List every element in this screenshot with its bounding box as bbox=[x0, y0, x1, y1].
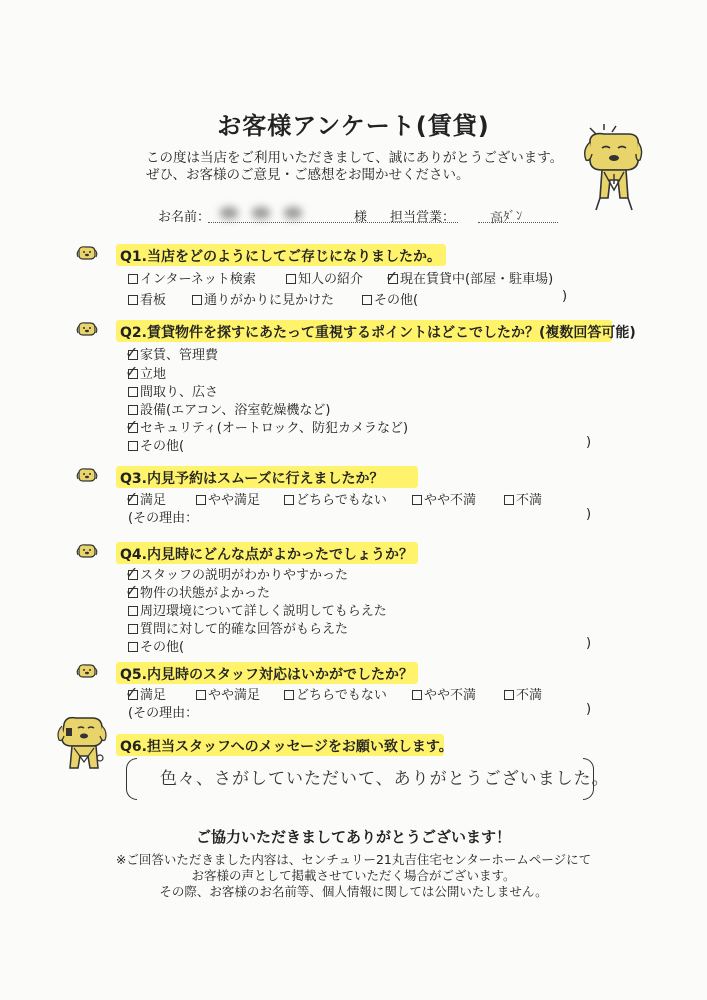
checkbox[interactable] bbox=[128, 642, 138, 652]
q4-option-property-condition[interactable]: ✓ 物件の状態がよかった bbox=[125, 581, 271, 601]
q2-option-layout[interactable]: 間取り、広さ bbox=[128, 381, 218, 400]
q3-option-satisfied[interactable]: ✓ 満足 bbox=[125, 488, 167, 508]
checkbox[interactable] bbox=[128, 606, 138, 616]
q2-option-rent[interactable]: ✓ 家賃、管理費 bbox=[125, 343, 219, 363]
q6-message-box[interactable] bbox=[126, 758, 610, 800]
checkbox[interactable] bbox=[362, 295, 372, 305]
name-row bbox=[158, 200, 558, 226]
q1-text: Q1.当店をどのようにしてご存じになりましたか。 bbox=[120, 249, 441, 265]
checkbox[interactable] bbox=[504, 690, 514, 700]
q1-option-internet[interactable]: インターネット検索 bbox=[128, 268, 256, 287]
check-mark-icon: ✓ bbox=[125, 416, 139, 435]
checkbox-checked[interactable] bbox=[125, 488, 139, 507]
q4-text: Q4.内見時にどんな点がよかったでしょうか？ bbox=[120, 547, 413, 563]
checkbox-checked[interactable] bbox=[385, 267, 399, 286]
note-line-3: その際、お客様のお名前等、個人情報に関しては公開いたしません。 bbox=[159, 884, 548, 899]
bracket-right bbox=[583, 758, 594, 800]
check-mark-icon: ✓ bbox=[125, 581, 139, 600]
q4-option-other[interactable]: その他( bbox=[128, 636, 184, 655]
q3-reason-label: (その理由： bbox=[128, 511, 199, 526]
q5-option-neutral[interactable]: どちらでもない bbox=[284, 684, 387, 703]
q2-option-security[interactable]: ✓ セキュリティ(オートロック、防犯カメラなど) bbox=[125, 416, 409, 436]
checkbox[interactable] bbox=[128, 405, 138, 415]
q3-option-neutral[interactable]: どちらでもない bbox=[284, 489, 387, 508]
q5-option-dissatisfied[interactable]: 不満 bbox=[504, 684, 542, 703]
q5-text: Q5.内見時のスタッフ対応はいかがでしたか？ bbox=[120, 667, 413, 683]
dog-face-icon bbox=[76, 662, 98, 680]
q5-option-somewhat-dissatisfied[interactable]: やや不満 bbox=[412, 684, 476, 703]
check-mark-icon: ✓ bbox=[125, 488, 139, 507]
checkbox-checked[interactable] bbox=[125, 563, 139, 582]
intro-line-2: ぜひ、お客様のご意見・ご感想をお聞かせください。 bbox=[146, 167, 470, 183]
check-mark-icon: ✓ bbox=[125, 683, 139, 702]
checkbox-checked[interactable] bbox=[125, 362, 139, 381]
dog-mascot-icon bbox=[582, 124, 644, 214]
note-line-1: ※ご回答いただきました内容は、センチュリー21丸吉住宅センターホームページにて bbox=[115, 852, 592, 867]
q5-reason-label: (その理由： bbox=[128, 706, 199, 721]
checkbox[interactable] bbox=[284, 495, 294, 505]
checkbox[interactable] bbox=[128, 387, 138, 397]
q2-option-location[interactable]: ✓ 立地 bbox=[125, 362, 167, 382]
q4-option-accurate-answers[interactable]: 質問に対して的確な回答がもらえた bbox=[128, 618, 348, 637]
q5-reason-close: ) bbox=[586, 702, 592, 717]
checkbox-checked[interactable] bbox=[125, 416, 139, 435]
q1-option-other[interactable]: その他( bbox=[362, 289, 418, 308]
q4-other-close: ) bbox=[586, 636, 592, 651]
q6-heading bbox=[70, 732, 470, 760]
check-mark-icon: ✓ bbox=[125, 343, 139, 362]
q3-reason-close: ) bbox=[586, 507, 592, 522]
q2-text: Q2.賃貸物件を探すにあたって重視するポイントはどこでしたか？(複数回答可能) bbox=[120, 325, 636, 341]
q1-option-signboard[interactable]: 看板 bbox=[128, 289, 166, 308]
checkbox[interactable] bbox=[504, 495, 514, 505]
q1-heading bbox=[70, 242, 450, 270]
staff-name: 高ﾀﾞﾝ bbox=[489, 208, 524, 227]
bracket-left bbox=[126, 758, 137, 800]
checkbox-checked[interactable] bbox=[125, 343, 139, 362]
check-mark-icon: ✓ bbox=[125, 563, 139, 582]
checkbox-checked[interactable] bbox=[125, 581, 139, 600]
q3-option-somewhat-satisfied[interactable]: やや満足 bbox=[196, 489, 260, 508]
q3-heading bbox=[70, 464, 430, 492]
name-label: お名前： bbox=[158, 210, 211, 225]
q4-option-staff-explanation[interactable]: ✓ スタッフの説明がわかりやすかった bbox=[125, 563, 349, 583]
dog-face-icon bbox=[76, 320, 98, 338]
q1-option-current-tenant[interactable]: ✓ 現在賃貸中(部屋・駐車場) bbox=[385, 267, 554, 287]
q3-option-dissatisfied[interactable]: 不満 bbox=[504, 489, 542, 508]
checkbox[interactable] bbox=[412, 495, 422, 505]
name-redacted bbox=[220, 204, 330, 220]
q1-option-referral[interactable]: 知人の紹介 bbox=[286, 268, 363, 287]
page-title: お客様アンケート(賃貸) bbox=[217, 112, 490, 140]
q3-option-somewhat-dissatisfied[interactable]: やや不満 bbox=[412, 489, 476, 508]
q1-other-close: ) bbox=[562, 289, 568, 304]
q1-option-passing[interactable]: 通りがかりに見かけた bbox=[192, 289, 334, 308]
checkbox[interactable] bbox=[284, 690, 294, 700]
sama-label: 様 bbox=[354, 210, 368, 225]
q2-option-other[interactable]: その他( bbox=[128, 435, 184, 454]
checkbox[interactable] bbox=[128, 274, 138, 284]
q5-option-somewhat-satisfied[interactable]: やや満足 bbox=[196, 684, 260, 703]
q2-option-equipment[interactable]: 設備(エアコン、浴室乾燥機など) bbox=[128, 399, 330, 418]
q4-option-surroundings[interactable]: 周辺環境について詳しく説明してもらえた bbox=[128, 600, 387, 619]
q5-option-satisfied[interactable]: ✓ 満足 bbox=[125, 683, 167, 703]
check-mark-icon: ✓ bbox=[385, 267, 399, 286]
q3-text: Q3.内見予約はスムーズに行えましたか？ bbox=[120, 471, 384, 487]
note-line-2: お客様の声として掲載させていただく場合がございます。 bbox=[191, 868, 516, 883]
dog-face-icon bbox=[76, 466, 98, 484]
q6-text: Q6.担当スタッフへのメッセージをお願い致します。 bbox=[120, 739, 453, 755]
checkbox[interactable] bbox=[286, 274, 296, 284]
thanks-message: ご協力いただきましてありがとうございます！ bbox=[195, 828, 511, 846]
checkbox[interactable] bbox=[128, 295, 138, 305]
checkbox[interactable] bbox=[192, 295, 202, 305]
q6-message: 色々、さがしていただいて、ありがとうございました。 bbox=[160, 769, 610, 789]
dog-face-icon bbox=[76, 542, 98, 560]
checkbox[interactable] bbox=[412, 690, 422, 700]
checkbox[interactable] bbox=[128, 624, 138, 634]
checkbox[interactable] bbox=[196, 495, 206, 505]
q2-heading bbox=[70, 318, 636, 346]
dog-face-icon bbox=[76, 244, 98, 262]
checkbox[interactable] bbox=[196, 690, 206, 700]
checkbox[interactable] bbox=[128, 441, 138, 451]
checkbox-checked[interactable] bbox=[125, 683, 139, 702]
q2-other-close: ) bbox=[586, 435, 592, 450]
staff-label: 担当営業： bbox=[390, 210, 456, 225]
check-mark-icon: ✓ bbox=[125, 362, 139, 381]
intro-line-1: この度は当店をご利用いただきまして、誠にありがとうございます。 bbox=[146, 150, 564, 166]
